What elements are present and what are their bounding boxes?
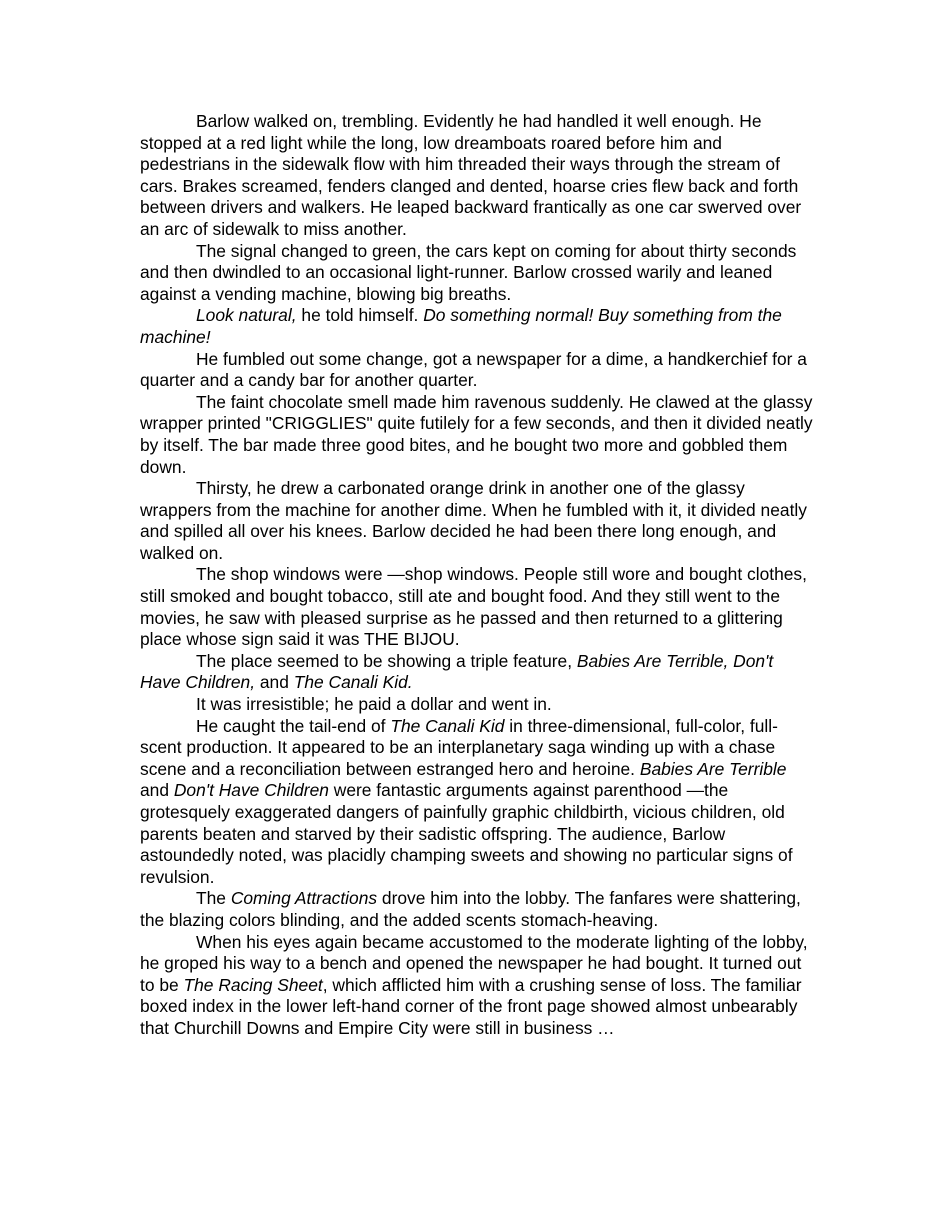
text-run: drove him into the lobby. The fanfares were shattering, the blazing colors blinding, and the added scents stomach-heaving. [140,888,801,930]
document-page [140,111,816,1040]
paragraph [140,478,816,564]
italic-text-run: Do something normal! Buy something from the machine! [140,305,782,347]
text-run: He caught the tail-end of [196,715,391,736]
paragraph [140,392,816,478]
text-run: and [255,672,294,693]
text-run: were fantastic arguments against parenthood —the grotesquely exaggerated dangers of painfully graphic childbirth, vicious children, old parents beaten and starved by their sadistic offspring. The audience, Barlow astoundedly noted, was placidly champing sweets and showing no particular signs of revulsion. [140,780,793,887]
paragraph [140,932,816,1040]
text-run: He fumbled out some change, got a newspaper for a dime, a handkerchief for a quarter and a candy bar for another quarter. [140,348,807,391]
paragraph [140,111,816,241]
paragraph [140,716,816,889]
text-run: and [140,780,174,801]
text-run: It was irresistible; he paid a dollar and went in. [196,694,552,715]
paragraph [140,305,816,348]
italic-text-run: Babies Are Terrible, Don't Have Children, [140,650,774,693]
paragraph [140,349,816,392]
text-run: Barlow walked on, trembling. Evidently he had handled it well enough. He stopped at a red light while the long, low dreamboats roared before him and pedestrians in the sidewalk flow with him threaded their ways through the stream of cars. Brakes screamed, fenders clanged and dented, hoarse cries flew back and forth between drivers and walkers. He leaped backward frantically as one car swerved over an arc of sidewalk to miss another. [140,111,802,239]
text-run: Thirsty, he drew a carbonated orange drink in another one of the glassy wrappers from the machine for another dime. When he fumbled with it, it divided neatly and spilled all over his knees. Barlow decided he had been there long enough, and walked on. [140,478,807,563]
text-run: The signal changed to green, the cars kept on coming for about thirty seconds and then dwindled to an occasional light-runner. Barlow crossed warily and leaned against a vending machine, blowing big breaths. [140,240,797,304]
italic-text-run: The Canali Kid. [293,672,413,693]
text-run: When his eyes again became accustomed to the moderate lighting of the lobby, he groped his way to a bench and opened the newspaper he had bought. It turned out to be [140,931,808,995]
text-run: in three-dimensional, full-color, full-scent production. It appeared to be an interplanetary saga winding up with a chase scene and a reconciliation between estranged hero and heroine. [140,715,778,779]
italic-text-run: Don't Have Children [173,780,329,801]
italic-text-run: Look natural, [196,305,297,326]
paragraph [140,651,816,694]
paragraph [140,694,816,716]
italic-text-run: The Canali Kid [390,715,505,736]
paragraph [140,564,816,650]
text-run: The faint chocolate smell made him ravenous suddenly. He clawed at the glassy wrapper printed "CRIGGLIES" quite futilely for a few seconds, and then it divided neatly by itself. The bar made three good bites, and he bought two more and gobbled them down. [140,391,813,477]
text-run: The place seemed to be showing a triple feature, [196,650,577,671]
text-run: , which afflicted him with a crushing sense of loss. The familiar boxed index in the lower left-hand corner of the front page showed almost unbearably that Churchill Downs and Empire City were still in business … [140,974,802,1038]
paragraph [140,241,816,306]
italic-text-run: Babies Are Terrible [639,758,787,779]
text-run: The shop windows were —shop windows. People still wore and bought clothes, still smoked and bought tobacco, still ate and bought food. And they still went to the movies, he saw with pleased surprise as he passed and then returned to a glittering place whose sign said it was THE BIJOU. [140,564,807,650]
text-run: he told himself. [296,305,424,326]
text-run: The [196,888,231,909]
italic-text-run: The Racing Sheet [183,974,323,995]
italic-text-run: Coming Attractions [230,888,378,909]
paragraph [140,888,816,931]
